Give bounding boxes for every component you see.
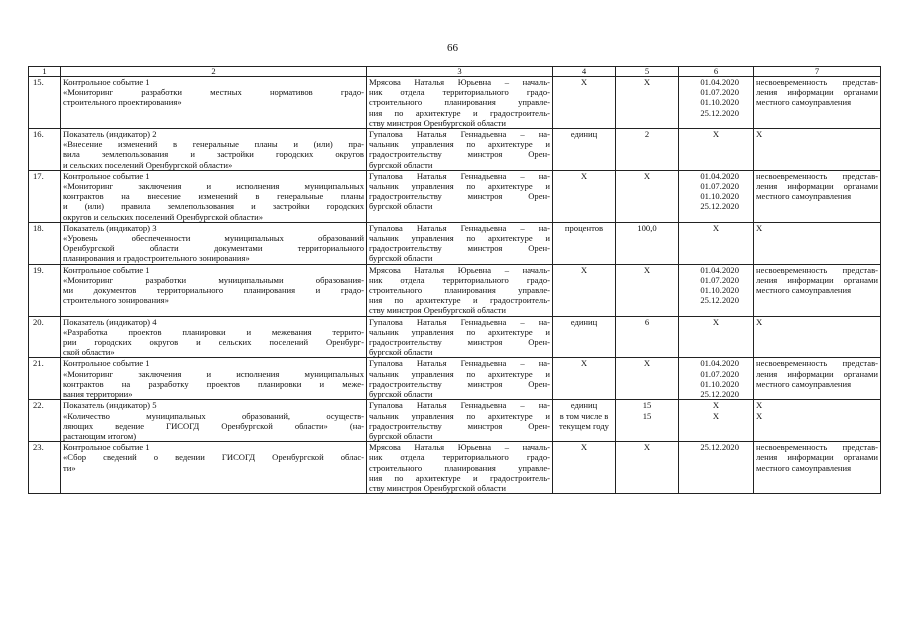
responsible-line: Мрясова Наталья Юрьевна – началь- [369, 264, 550, 275]
dates-cell [679, 222, 754, 264]
value-cell [616, 222, 679, 264]
dates-cell [679, 170, 754, 222]
dates-line: 25.12.2020 [700, 201, 739, 212]
value-cell [616, 170, 679, 222]
plan-table [28, 66, 881, 494]
row-number-cell: 17. [29, 170, 61, 222]
unit-cell [553, 264, 616, 316]
event-description-line: Показатель (индикатор) 4 [63, 316, 157, 327]
unit-line: X [580, 358, 588, 369]
responsible-line: бургской области [369, 159, 433, 170]
risk-line: X [756, 400, 763, 411]
responsible-cell [367, 400, 553, 442]
risk-line: несвоевременность представ- [756, 442, 878, 453]
responsible-line: ник отдела территориального градо- [369, 87, 550, 98]
responsible-line: ния по архитектуре и градостроитель- [369, 472, 550, 483]
table-row [29, 358, 881, 400]
dates-line: 25.12.2020 [700, 442, 739, 453]
event-description-line: Контрольное событие 1 [63, 264, 150, 275]
row-number-cell: 22. [29, 400, 61, 442]
responsible-line: чальник управления по архитектуре и [369, 139, 550, 150]
event-description-line: «Мониторинг разработки местных нормативов градо- [63, 87, 364, 98]
header-cell: 4 [553, 67, 616, 77]
value-line: X [643, 77, 651, 87]
event-description-line: ти» [63, 462, 76, 473]
risk-line: ления информации органами [756, 452, 878, 463]
dates-cell [679, 442, 754, 494]
risk-cell [754, 129, 881, 171]
responsible-line: ния по архитектуре и градостроитель- [369, 107, 550, 118]
responsible-line: Гупалова Наталья Геннадьевна – на- [369, 129, 550, 140]
event-description-line: округов и сельских поселений Оренбургской области» [63, 211, 264, 222]
event-description-line: и сельских поселений Оренбургской области» [63, 159, 233, 170]
unit-cell [553, 358, 616, 400]
dates-line: 01.10.2020 [700, 285, 739, 296]
event-description-line: вания территории» [63, 389, 133, 400]
responsible-line: Гупалова Наталья Геннадьевна – на- [369, 316, 550, 327]
event-description-line: «Мониторинг заключения и исполнения муниципальных [63, 181, 364, 192]
risk-line: несвоевременность представ- [756, 264, 878, 275]
dates-line: 01.04.2020 [700, 358, 739, 369]
responsible-line: бургской области [369, 430, 433, 441]
responsible-line: чальник управления по архитектуре и [369, 181, 550, 192]
header-cell: 5 [616, 67, 679, 77]
value-cell [616, 129, 679, 171]
value-line: X [643, 170, 651, 181]
unit-line: X [580, 77, 588, 87]
risk-line: X [756, 410, 763, 421]
value-line: X [643, 358, 651, 369]
dates-line: 25.12.2020 [700, 107, 739, 118]
risk-cell [754, 442, 881, 494]
row-number-cell: 15. [29, 77, 61, 129]
event-description-line: контрактов на разработку проектов планировки и меже- [63, 378, 364, 389]
value-line: 2 [644, 129, 650, 140]
dates-line: 01.10.2020 [700, 97, 739, 108]
event-description-line: Показатель (индикатор) 3 [63, 222, 157, 233]
responsible-line: строительного планирования управле- [369, 462, 550, 473]
row-number-cell: 19. [29, 264, 61, 316]
event-description-cell [61, 264, 367, 316]
responsible-line: бургской области [369, 347, 433, 358]
row-number-cell: 16. [29, 129, 61, 171]
event-description-line: вила землепользования и застройки городских округов [63, 149, 364, 160]
header-cell: 1 [29, 67, 61, 77]
risk-line: несвоевременность представ- [756, 358, 878, 369]
responsible-cell [367, 222, 553, 264]
risk-line: местного самоуправления [756, 462, 852, 473]
event-description-line: ляющих ведение ГИСОГД Оренбургской области» (на- [63, 420, 364, 431]
table-row [29, 170, 881, 222]
responsible-line: градостроительству минстроя Орен- [369, 149, 550, 160]
value-line: 15 [642, 400, 652, 411]
dates-line: 01.04.2020 [700, 264, 739, 275]
responsible-line: Гупалова Наталья Геннадьевна – на- [369, 358, 550, 369]
event-description-line: «Сбор сведений о ведении ГИСОГД Оренбургской облас- [63, 452, 364, 463]
table-row [29, 129, 881, 171]
dates-line: X [712, 129, 720, 140]
header-cell: 6 [679, 67, 754, 77]
responsible-line: Гупалова Наталья Геннадьевна – на- [369, 170, 550, 181]
responsible-cell [367, 316, 553, 358]
table-row [29, 264, 881, 316]
responsible-line: градостроительству минстроя Орен- [369, 191, 550, 202]
responsible-line: ния по архитектуре и градостроитель- [369, 295, 550, 306]
value-cell [616, 264, 679, 316]
unit-line: единиц [570, 129, 598, 140]
risk-line: местного самоуправления [756, 191, 852, 202]
event-description-line: растающим итогом) [63, 430, 137, 441]
risk-cell [754, 170, 881, 222]
unit-line: X [580, 170, 588, 181]
responsible-line: Гупалова Наталья Геннадьевна – на- [369, 400, 550, 411]
risk-cell [754, 316, 881, 358]
risk-line: ления информации органами [756, 87, 878, 98]
unit-cell [553, 129, 616, 171]
responsible-line: строительного планирования управле- [369, 97, 550, 108]
table-row [29, 442, 881, 494]
responsible-line: чальник управления по архитектуре и [369, 410, 550, 421]
value-line: 6 [644, 316, 650, 327]
responsible-line: Гупалова Наталья Геннадьевна – на- [369, 222, 550, 233]
risk-line: ления информации органами [756, 274, 878, 285]
dates-line: X [712, 316, 720, 327]
event-description-line: рии городских округов и сельских поселений Оренбург- [63, 337, 364, 348]
responsible-cell [367, 129, 553, 171]
dates-line: 01.07.2020 [700, 87, 739, 98]
header-cell: 2 [61, 67, 367, 77]
unit-cell [553, 316, 616, 358]
dates-line: 01.07.2020 [700, 274, 739, 285]
risk-line: X [756, 316, 763, 327]
risk-line: местного самоуправления [756, 285, 852, 296]
unit-line: текущем году [559, 420, 609, 431]
header-cell: 7 [754, 67, 881, 77]
dates-line: 01.07.2020 [700, 368, 739, 379]
dates-line: 25.12.2020 [700, 389, 739, 400]
dates-line: 01.10.2020 [700, 378, 739, 389]
risk-line: X [756, 222, 763, 233]
responsible-line: ству минстроя Оренбургской области [369, 482, 507, 493]
risk-cell [754, 264, 881, 316]
dates-cell [679, 264, 754, 316]
event-description-line: Контрольное событие 1 [63, 358, 150, 369]
risk-line: несвоевременность представ- [756, 77, 878, 87]
event-description-line: «Количество муниципальных образований, осуществ- [63, 410, 364, 421]
table-header-row [29, 67, 881, 77]
responsible-line: бургской области [369, 389, 433, 400]
unit-cell [553, 170, 616, 222]
responsible-cell [367, 264, 553, 316]
unit-cell [553, 222, 616, 264]
row-number-cell: 23. [29, 442, 61, 494]
value-line: 15 [642, 410, 652, 421]
table-row [29, 400, 881, 442]
event-description-line: «Мониторинг заключения и исполнения муниципальных [63, 368, 364, 379]
row-number-cell: 21. [29, 358, 61, 400]
dates-line: 01.04.2020 [700, 77, 739, 87]
responsible-cell [367, 77, 553, 129]
responsible-line: градостроительству минстроя Орен- [369, 243, 550, 254]
value-line: 100,0 [637, 222, 657, 233]
unit-cell [553, 400, 616, 442]
risk-line: несвоевременность представ- [756, 170, 878, 181]
value-cell [616, 77, 679, 129]
responsible-line: Мрясова Наталья Юрьевна – началь- [369, 442, 550, 453]
dates-line: 25.12.2020 [700, 295, 739, 306]
unit-line: единиц [570, 400, 598, 411]
responsible-line: ству минстроя Оренбургской области [369, 117, 507, 128]
event-description-line: ской области» [63, 347, 115, 358]
unit-line: процентов [564, 222, 604, 233]
row-number-cell: 20. [29, 316, 61, 358]
value-cell [616, 400, 679, 442]
page-number: 66 [447, 42, 458, 54]
responsible-line: строительного планирования управле- [369, 285, 550, 296]
risk-cell [754, 358, 881, 400]
dates-cell [679, 129, 754, 171]
event-description-cell [61, 77, 367, 129]
responsible-line: ству минстроя Оренбургской области [369, 305, 507, 316]
value-cell [616, 358, 679, 400]
event-description-cell [61, 170, 367, 222]
event-description-line: ми документов территориального планирования и градо- [63, 285, 364, 296]
dates-cell [679, 77, 754, 129]
responsible-line: Мрясова Наталья Юрьевна – началь- [369, 77, 550, 87]
unit-line: единиц [570, 316, 598, 327]
dates-cell [679, 400, 754, 442]
risk-line: местного самоуправления [756, 378, 852, 389]
event-description-cell [61, 316, 367, 358]
unit-line: в том числе в [559, 410, 609, 421]
event-description-cell [61, 400, 367, 442]
value-line: X [643, 442, 651, 453]
responsible-cell [367, 442, 553, 494]
risk-line: ления информации органами [756, 181, 878, 192]
unit-line: X [580, 442, 588, 453]
unit-line: X [580, 264, 588, 275]
header-cell: 3 [367, 67, 553, 77]
event-description-line: Показатель (индикатор) 2 [63, 129, 157, 140]
event-description-cell [61, 129, 367, 171]
risk-line: ления информации органами [756, 368, 878, 379]
event-description-line: Контрольное событие 1 [63, 77, 150, 87]
event-description-line: «Мониторинг разработки муниципальными образования- [63, 274, 364, 285]
dates-line: X [712, 400, 720, 411]
responsible-line: градостроительству минстроя Орен- [369, 420, 550, 431]
event-description-cell [61, 358, 367, 400]
event-description-line: «Разработка проектов планировки и межевания террито- [63, 326, 364, 337]
event-description-line: строительного проектирования» [63, 97, 182, 108]
responsible-line: ник отдела территориального градо- [369, 274, 550, 285]
dates-cell [679, 358, 754, 400]
value-cell [616, 316, 679, 358]
event-description-line: Контрольное событие 1 [63, 442, 150, 453]
responsible-cell [367, 358, 553, 400]
event-description-cell [61, 442, 367, 494]
table-row [29, 77, 881, 129]
event-description-line: Контрольное событие 1 [63, 170, 150, 181]
responsible-line: чальник управления по архитектуре и [369, 368, 550, 379]
dates-line: X [712, 222, 720, 233]
table-row [29, 222, 881, 264]
event-description-line: Показатель (индикатор) 5 [63, 400, 157, 411]
event-description-cell [61, 222, 367, 264]
event-description-line: «Уровень обеспеченности муниципальных образований [63, 233, 364, 244]
unit-cell [553, 442, 616, 494]
risk-cell [754, 222, 881, 264]
event-description-line: строительного зонирования» [63, 295, 169, 306]
dates-line: 01.04.2020 [700, 170, 739, 181]
value-cell [616, 442, 679, 494]
risk-line: местного самоуправления [756, 97, 852, 108]
risk-line: X [756, 129, 763, 140]
dates-cell [679, 316, 754, 358]
event-description-line: контрактов на внесение изменений в генеральные планы [63, 191, 364, 202]
event-description-line: Оренбургской области документами территориального [63, 243, 364, 254]
responsible-line: градостроительству минстроя Орен- [369, 337, 550, 348]
value-line: X [643, 264, 651, 275]
risk-cell [754, 400, 881, 442]
responsible-cell [367, 170, 553, 222]
dates-line: 01.10.2020 [700, 191, 739, 202]
event-description-line: и (или) правила землепользования и застройки городских [63, 201, 364, 212]
responsible-line: градостроительству минстроя Орен- [369, 378, 550, 389]
responsible-line: чальник управления по архитектуре и [369, 326, 550, 337]
responsible-line: ник отдела территориального градо- [369, 452, 550, 463]
table-row [29, 316, 881, 358]
responsible-line: бургской области [369, 253, 433, 264]
unit-cell [553, 77, 616, 129]
dates-line: X [712, 410, 720, 421]
responsible-line: чальник управления по архитектуре и [369, 233, 550, 244]
responsible-line: бургской области [369, 201, 433, 212]
dates-line: 01.07.2020 [700, 181, 739, 192]
event-description-line: «Внесение изменений в генеральные планы и (или) пра- [63, 139, 364, 150]
row-number-cell: 18. [29, 222, 61, 264]
risk-cell [754, 77, 881, 129]
event-description-line: планирования и градостроительного зонирования» [63, 253, 250, 264]
